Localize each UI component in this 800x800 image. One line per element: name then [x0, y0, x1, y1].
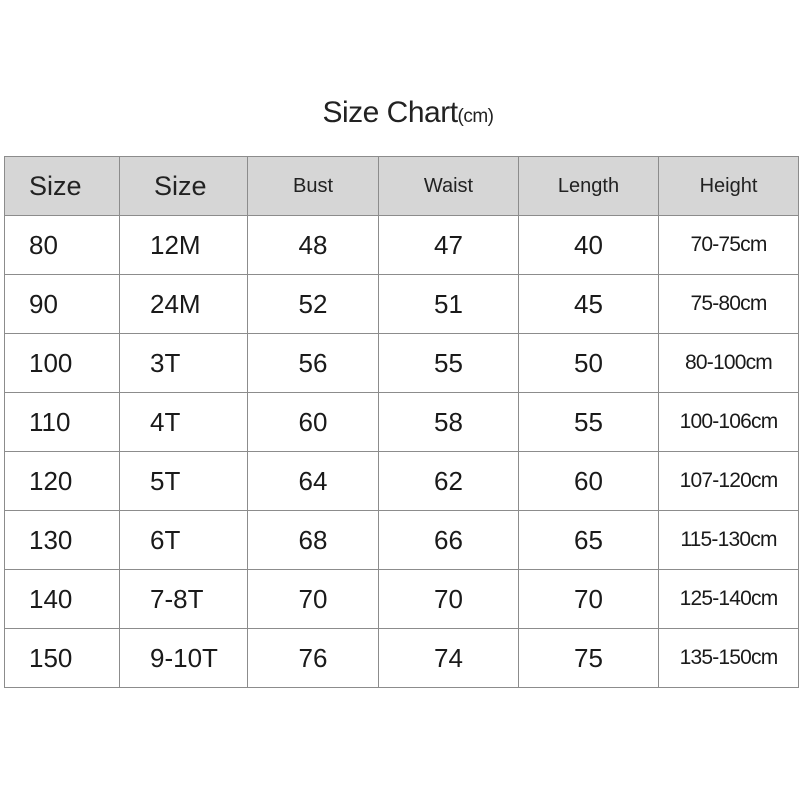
cell-waist: 74 [379, 629, 519, 688]
cell-size-number: 110 [5, 393, 120, 452]
cell-bust: 52 [248, 275, 379, 334]
cell-waist: 47 [379, 216, 519, 275]
cell-size-age: 12M [120, 216, 248, 275]
table-row [5, 393, 799, 452]
cell-length: 60 [519, 452, 659, 511]
cell-waist: 70 [379, 570, 519, 629]
cell-bust: 68 [248, 511, 379, 570]
cell-size-age: 5T [120, 452, 248, 511]
cell-height: 100-106cm [659, 393, 799, 452]
table-header-row [5, 157, 799, 216]
chart-title-unit: (cm) [457, 106, 494, 127]
cell-length: 40 [519, 216, 659, 275]
cell-length: 45 [519, 275, 659, 334]
cell-bust: 56 [248, 334, 379, 393]
cell-height: 125-140cm [659, 570, 799, 629]
cell-size-number: 150 [5, 629, 120, 688]
header-bust: Bust [248, 157, 379, 216]
cell-size-number: 90 [5, 275, 120, 334]
cell-length: 70 [519, 570, 659, 629]
table-row [5, 275, 799, 334]
cell-bust: 48 [248, 216, 379, 275]
size-table [4, 156, 799, 688]
cell-size-age: 4T [120, 393, 248, 452]
table-row [5, 452, 799, 511]
cell-size-age: 6T [120, 511, 248, 570]
table-row [5, 570, 799, 629]
cell-length: 65 [519, 511, 659, 570]
table-row [5, 334, 799, 393]
cell-size-age: 7-8T [120, 570, 248, 629]
cell-bust: 64 [248, 452, 379, 511]
cell-size-age: 9-10T [120, 629, 248, 688]
cell-waist: 51 [379, 275, 519, 334]
cell-height: 107-120cm [659, 452, 799, 511]
cell-length: 75 [519, 629, 659, 688]
table-row [5, 216, 799, 275]
cell-waist: 58 [379, 393, 519, 452]
header-size-number: Size [5, 157, 120, 216]
table-row [5, 629, 799, 688]
header-height: Height [659, 157, 799, 216]
cell-waist: 55 [379, 334, 519, 393]
cell-waist: 62 [379, 452, 519, 511]
header-size-age: Size [120, 157, 248, 216]
cell-size-age: 24M [120, 275, 248, 334]
cell-height: 135-150cm [659, 629, 799, 688]
header-waist: Waist [379, 157, 519, 216]
cell-size-age: 3T [120, 334, 248, 393]
cell-height: 75-80cm [659, 275, 799, 334]
header-length: Length [519, 157, 659, 216]
cell-size-number: 120 [5, 452, 120, 511]
cell-size-number: 100 [5, 334, 120, 393]
cell-bust: 70 [248, 570, 379, 629]
cell-length: 55 [519, 393, 659, 452]
cell-height: 80-100cm [659, 334, 799, 393]
cell-size-number: 80 [5, 216, 120, 275]
chart-title-main: Size Chart [322, 96, 458, 129]
table-body [5, 216, 799, 688]
cell-length: 50 [519, 334, 659, 393]
chart-title [0, 96, 800, 130]
table-row [5, 511, 799, 570]
cell-height: 115-130cm [659, 511, 799, 570]
cell-bust: 60 [248, 393, 379, 452]
cell-size-number: 130 [5, 511, 120, 570]
cell-height: 70-75cm [659, 216, 799, 275]
cell-size-number: 140 [5, 570, 120, 629]
cell-waist: 66 [379, 511, 519, 570]
cell-bust: 76 [248, 629, 379, 688]
